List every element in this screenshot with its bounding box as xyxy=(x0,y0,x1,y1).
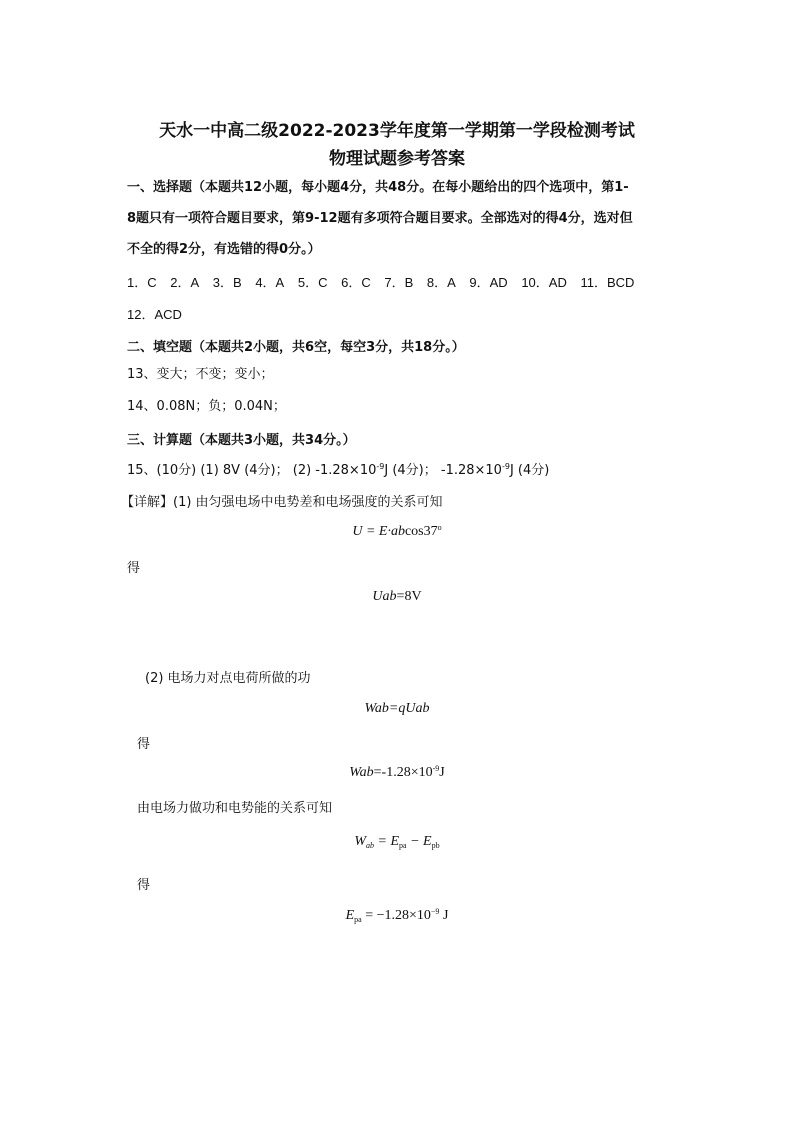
equation-1: $U = E\cdot abcos37^o$ xyxy=(352,523,442,539)
equation-2: Uab=8V xyxy=(372,589,422,604)
detail-label: 【详解】(1) 由匀强电场中电势差和电场强度的关系可知 xyxy=(121,495,443,510)
section3-heading: 三、计算题（本题共3小题，共34分。） xyxy=(127,433,356,448)
answer-14: 14、0.08N；负；0.04N； xyxy=(127,399,286,414)
equation-3: Wab=qUab xyxy=(364,701,430,716)
equation-4: $Wab=-1.28\times 10^{-9}J$ xyxy=(349,764,445,780)
de-label-1: 得 xyxy=(127,561,141,576)
answer-item: 5．C xyxy=(297,275,328,290)
answer-item: 1．C xyxy=(127,275,157,290)
answers-row1 xyxy=(127,272,644,291)
equation-5: $W_{ab} = E_{pa} - E_{pb}$ xyxy=(354,834,440,850)
answer-13: 13、变大；不变；变小； xyxy=(127,367,274,382)
de-label-2: 得 xyxy=(137,737,151,752)
answer-item: 4．A xyxy=(255,275,285,290)
answer-item: 2．A xyxy=(170,275,200,290)
answers-row2: 12．ACD xyxy=(127,307,182,322)
page-title-line2: 物理试题参考答案 xyxy=(329,149,465,169)
relation-label: 由电场力做功和电势能的关系可知 xyxy=(137,801,333,816)
section1-line2: 8题只有一项符合题目要求，第9-12题有多项符合题目要求。全部选对的得4分，选对但 xyxy=(127,211,633,226)
section1-line1: 一、选择题（本题共12小题，每小题4分，共48分。在每小题给出的四个选项中，第1- xyxy=(127,180,629,195)
answer-item: 3．B xyxy=(212,275,242,290)
answer-item: 10．AD xyxy=(521,275,567,290)
answer-item: 6．C xyxy=(341,275,371,290)
part2-label: (2) 电场力对点电荷所做的功 xyxy=(145,671,311,686)
answer-15: 15、(10分) (1) 8V (4分)； (2) $-1.28\times 10^{-9}J$ (4分)； $-1.28\times 10^{-9}J$ (4分) xyxy=(127,462,550,478)
answer-item: 11．BCD xyxy=(580,275,635,290)
answer-item: 8．A xyxy=(426,275,456,290)
section2-heading: 二、填空题（本题共2小题，共6空，每空3分，共18分。） xyxy=(127,340,465,355)
page-title-line1: 天水一中高二级2022-2023学年度第一学期第一学段检测考试 xyxy=(159,121,635,141)
section1-line3: 不全的得2分，有选错的得0分。） xyxy=(127,242,321,257)
answer-item: 9．AD xyxy=(469,275,508,290)
de-label-3: 得 xyxy=(137,878,151,893)
equation-6: $E_{pa} = -1.28\times 10^{-9}$ J xyxy=(345,907,449,924)
answer-item: 7．B xyxy=(384,275,414,290)
